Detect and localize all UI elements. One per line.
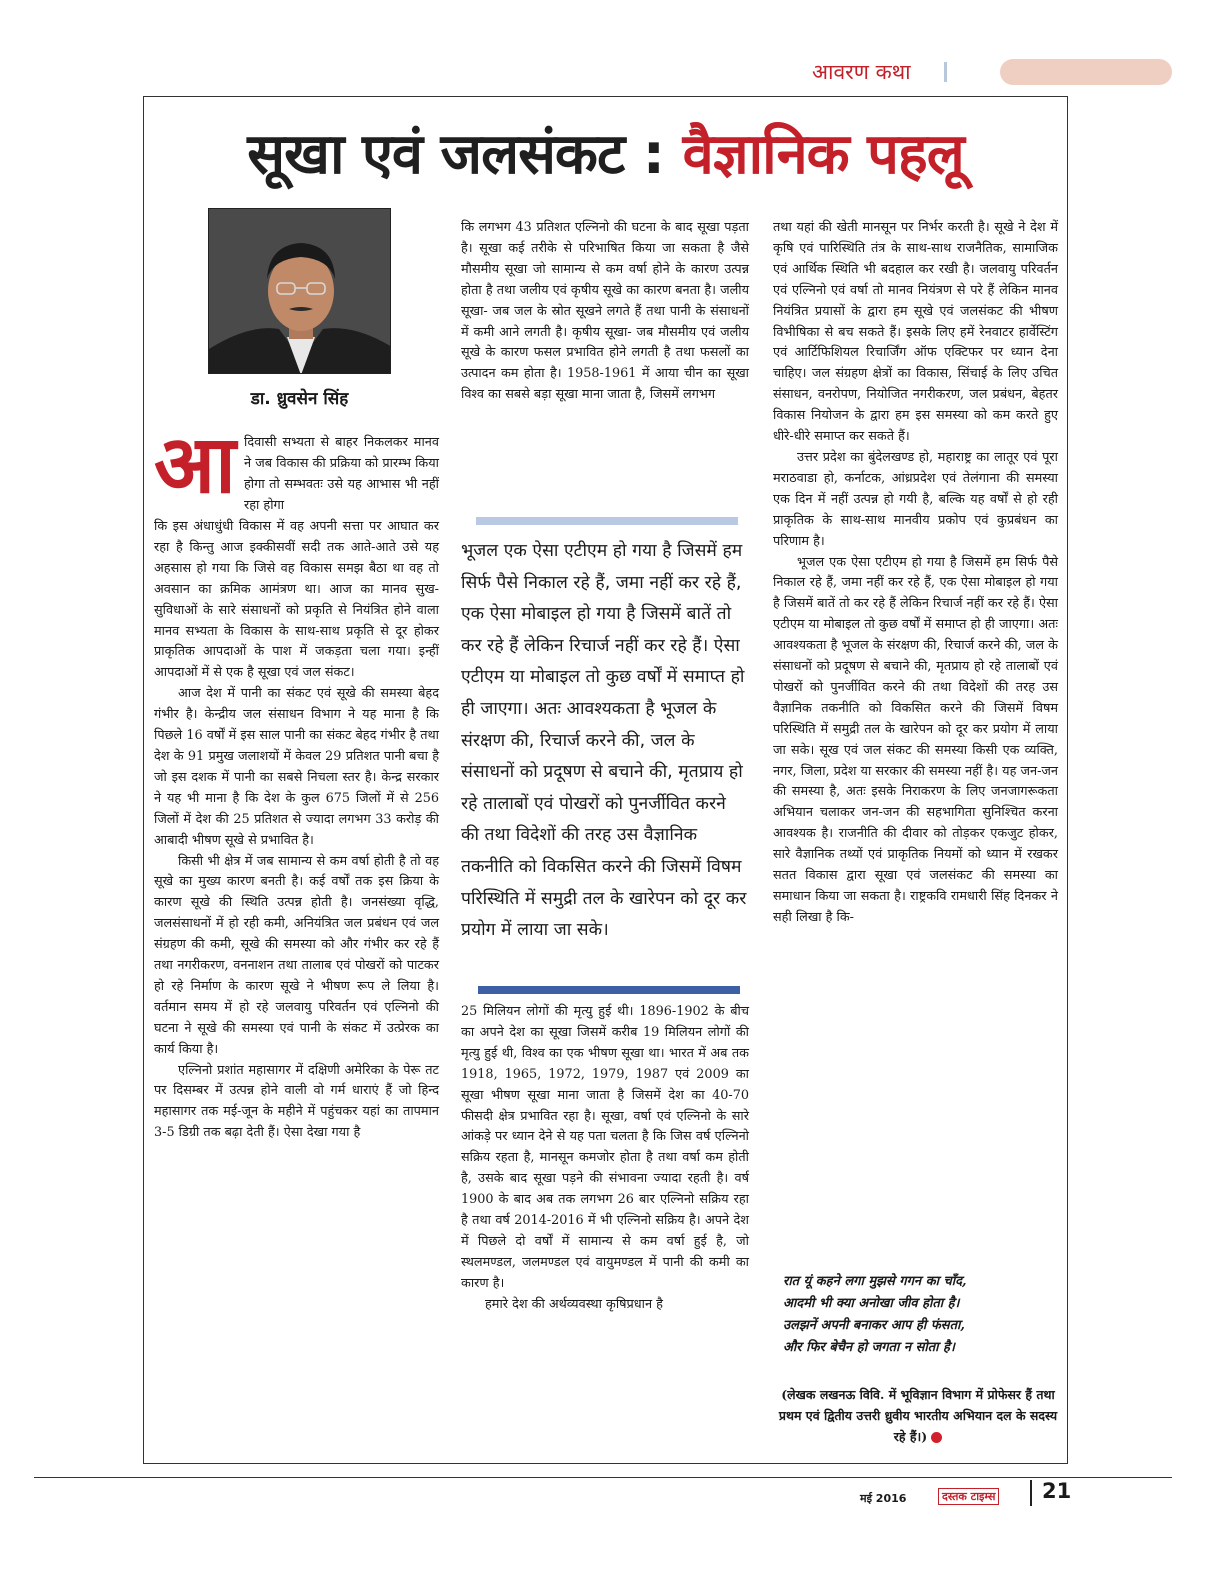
footer-date: मई 2016 bbox=[860, 1492, 907, 1505]
col1-paragraph: एल्निनो प्रशांत महासागर में दक्षिणी अमेरिका के पेरू तट पर दिसम्बर में उत्पन्न होने वाली वो गर्म धाराएं हैं जो हिन्द महासागर तक मई-जून के महीने में पहुंचकर यहां का तापमान 3-5 डिग्री तक बढ़ा देती हैं। ऐसा देखा गया है bbox=[154, 1062, 439, 1141]
section-label: आवरण कथा bbox=[812, 60, 911, 84]
column-2-top bbox=[461, 218, 749, 406]
poem-line: आदमी भी क्या अनोखा जीव होता है। bbox=[783, 1296, 960, 1311]
intro-text: दिवासी सभ्यता से बाहर निकलकर मानव ने जब विकास की प्रक्रिया को प्रारम्भ किया होगा तो सम्भवतः उसे यह आभास भी नहीं रहा होगा bbox=[244, 435, 439, 513]
footer-brand-logo: दस्तक टाइम्स bbox=[938, 1488, 999, 1505]
drop-cap: आ bbox=[154, 418, 236, 511]
col1-paragraph: किसी भी क्षेत्र में जब सामान्य से कम वर्षा होती है तो वह सूखे का मुख्य कारण बनती है। कई वर्षों तक इस क्रिया के कारण सूखे की स्थिति उत्पन्न होती है। जनसंख्या वृद्धि, जलसंसाधनों में हो रही कमी, अनियंत्रित जल प्रबंधन एवं जल संग्रहण की कमी, सूखे की समस्या को और गंभीर कर रहे हैं तथा नगरीकरण, वननाशन तथा तालाब एवं पोखरों को पाटकर हो रहे निर्माण के कारण सूखे ने भीषण रूप ले लिया है। वर्तमान समय में हो रहे जलवायु परिवर्तन एवं एल्निनो की घटना ने सूखे की समस्या एवं पानी के संकट में उत्प्रेरक का कार्य किया है। bbox=[154, 853, 439, 1057]
end-mark-icon bbox=[931, 1432, 942, 1443]
col1-paragraph: आज देश में पानी का संकट एवं सूखे की समस्या बेहद गंभीर है। केन्द्रीय जल संसाधन विभाग ने यह माना है कि पिछले 16 वर्षों में इस साल पानी का संकट बेहद गंभीर है तथा देश के 91 प्रमुख जलाशयों में केवल 29 प्रतिशत पानी बचा है जो इस दशक में पानी का सबसे निचला स्तर है। केन्द्र सरकार ने यह भी माना है कि देश के कुल 675 जिलों में से 256 जिलों में देश की 25 प्रतिशत से ज्यादा लगभग 33 करोड़ की आबादी भीषण सूखे से प्रभावित है। bbox=[154, 686, 439, 848]
author-photo bbox=[208, 208, 391, 374]
author-bio-text: (लेखक लखनऊ विवि. में भूविज्ञान विभाग में प्रोफेसर हैं तथा प्रथम एवं द्वितीय उत्तरी ध्रुवीय भारतीय अभियान दल के सदस्य रहे हैं।) bbox=[778, 1387, 1058, 1444]
pullquote-bottom-rule bbox=[478, 986, 740, 994]
headline-part-1: सूखा एवं जलसंकट : bbox=[247, 122, 683, 187]
section-divider bbox=[944, 62, 947, 82]
col3-paragraph: उत्तर प्रदेश का बुंदेलखण्ड हो, महाराष्ट्र का लातूर एवं पूरा मराठवाडा हो, कर्नाटक, आंध्रप्रदेश एवं तेलंगाना की समस्या एक दिन में नहीं उत्पन्न हो गयी है, बल्कि यह वर्षों से हो रही प्राकृतिक के साथ-साथ मानवीय प्रकोप एवं कुप्रबंधन का परिणाम है। bbox=[773, 449, 1058, 549]
footer-divider bbox=[1030, 1480, 1032, 1506]
poem-line: उलझनें अपनी बनाकर आप ही फंसता, bbox=[783, 1318, 965, 1333]
poem-line: और फिर बेचैन हो जगता न सोता है। bbox=[783, 1340, 955, 1355]
col2-paragraph: हमारे देश की अर्थव्यवस्था कृषिप्रधान है bbox=[485, 1296, 663, 1312]
col2-paragraph: 25 मिलियन लोगों की मृत्यु हुई थी। 1896-1902 के बीच का अपने देश का सूखा जिसमें करीब 19 मिलियन लोगों की मृत्यु हुई थी, विश्व का एक भीषण सूखा था। भारत में अब तक 1918, 1965, 1972, 1979, 1987 एवं 2009 का सूखा भीषण सूखा माना जाता है जिसमें देश का 40-70 फीसदी क्षेत्र प्रभावित रहा है। सूखा, वर्षा एवं एल्निनो के सारे आंकड़े पर ध्यान देने से यह पता चलता है कि जिस वर्ष एल्निनो सक्रिय रहता है, मानसून कमजोर होता है तथा वर्षा कम होती है, उसके बाद सूखा पड़ने की संभावना ज्यादा रहती है। वर्ष 1900 के बाद अब तक लगभग 26 बार एल्निनो सक्रिय रहा है तथा वर्ष 2014-2016 में भी एल्निनो सक्रिय है। अपने देश में पिछले दो वर्षों में सामान्य से कम वर्षा हुई है, जो स्थलमण्डल, जलमण्डल एवं वायुमण्डल में पानी की कमी का कारण है। bbox=[461, 1004, 749, 1291]
page-number: 21 bbox=[1042, 1479, 1072, 1503]
col2-paragraph: कि लगभग 43 प्रतिशत एल्निनो की घटना के बाद सूखा पड़ता है। सूखा कई तरीके से परिभाषित किया जा सकता है जैसे मौसमीय सूखा जो सामान्य से कम वर्षा होने के कारण उत्पन्न होता है तथा जलीय एवं कृषीय सूखे का कारण बनता है। जलीय सूखा- जब जल के स्रोत सूखने लगते हैं तथा पानी के संसाधनों में कमी आने लगती है। कृषीय सूखा- जब मौसमीय एवं जलीय सूखे के कारण फसल प्रभावित होने लगती है तथा फसलों का उत्पादन कम होता है। 1958-1961 में आया चीन का सूखा विश्व का सबसे बड़ा सूखा माना जाता है, जिसमें लगभग bbox=[461, 220, 749, 403]
section-pill-decoration bbox=[1000, 59, 1172, 85]
column-3 bbox=[773, 218, 1058, 929]
author-bio bbox=[773, 1384, 1063, 1447]
author-portrait-icon bbox=[209, 209, 391, 374]
col3-paragraph: तथा यहां की खेती मानसून पर निर्भर करती है। सूखे ने देश में कृषि एवं पारिस्थिति तंत्र के साथ-साथ राजनैतिक, सामाजिक एवं आर्थिक स्थिति भी बदहाल कर रखी है। जलवायु परिवर्तन एवं एल्निनो एवं वर्षा तो मानव नियंत्रण से परे हैं लेकिन मानव नियंत्रित प्रयासों के द्वारा हम सूखे एवं जलसंकट की भीषण विभीषिका से बच सकते हैं। इसके लिए हमें रेनवाटर हार्वेस्टिंग एवं आर्टिफिशियल रिचार्जिंग ऑफ एक्टिफर पर ध्यान देना चाहिए। जल संग्रहण क्षेत्रों का विकास, सिंचाई के लिए उचित संसाधन, वनरोपण, नियोजित नगरीकरण, जल प्रबंधन, बेहतर विकास नियोजन के द्वारा हम इस समस्या को कम करते हुए धीरे-धीरे समाप्त कर सकते हैं। bbox=[773, 220, 1058, 445]
headline-part-2: वैज्ञानिक पहलू bbox=[682, 122, 964, 187]
column-2-bottom bbox=[461, 1002, 749, 1316]
article-headline bbox=[143, 114, 1068, 190]
author-name: डा. ध्रुवसेन सिंह bbox=[250, 389, 349, 409]
poem-block bbox=[783, 1271, 1068, 1359]
column-1 bbox=[154, 517, 439, 1144]
col1-paragraph: कि इस अंधाधुंधी विकास में वह अपनी सत्ता पर आघात कर रहा है किन्तु आज इक्कीसवीं सदी तक आते-आते उसे यह अहसास हो गया कि जिसे वह विकास समझ बैठा था वह तो अवसान का क्रमिक आमंत्रण था। आज का मानव सुख-सुविधाओं के सारे संसाधनों को प्रकृति से नियंत्रित होने वाला मानव सभ्यता के विकास के साथ-साथ प्रकृति से दूर होकर प्राकृतिक आपदाओं के पाश में जकड़ता चला गया। इन्हीं आपदाओं में से एक है सूखा एवं जल संकट। bbox=[154, 519, 439, 681]
pullquote-top-rule bbox=[476, 517, 738, 525]
col3-paragraph: भूजल एक ऐसा एटीएम हो गया है जिसमें हम सिर्फ पैसे निकाल रहे हैं, जमा नहीं कर रहे हैं, एक ऐसा मोबाइल हो गया है जिसमें बातें तो कर रहे हैं लेकिन रिचार्ज नहीं कर रहे हैं। ऐसा एटीएम या मोबाइल तो कुछ वर्षों में समाप्त हो ही जाएगा। अतः आवश्यकता है भूजल के संरक्षण की, रिचार्ज करने की, जल के संसाधनों को प्रदूषण से बचाने की, मृतप्राय हो रहे तालाबों एवं पोखरों को पुनर्जीवित करने की तथा विदेशों की तरह उस वैज्ञानिक तकनीति को विकसित करने की जिसमें विषम परिस्थिति में समुद्री तल के खारेपन को दूर कर प्रयोग में लाया जा सके। सूख एवं जल संकट की समस्या किसी एक व्यक्ति, नगर, जिला, प्रदेश या सरकार की समस्या नहीं है। यह जन-जन की समस्या है, अतः इसके निराकरण के लिए जनजागरूकता अभियान चलाकर जन-जन की सहभागिता सुनिश्चित करना आवश्यक है। राजनीति की दीवार को तोड़कर एकजुट होकर, सारे वैज्ञानिक तथ्यों एवं प्राकृतिक नियमों को ध्यान में रखकर सतत विकास द्वारा सूखा एवं जलसंकट की समस्या का समाधान किया जा सकता है। राष्ट्रकवि रामधारी सिंह दिनकर ने सही लिखा है कि- bbox=[773, 554, 1058, 925]
footer-rule bbox=[34, 1477, 1172, 1478]
pull-quote: भूजल एक ऐसा एटीएम हो गया है जिसमें हम सिर्फ पैसे निकाल रहे हैं, जमा नहीं कर रहे हैं, एक ऐसा मोबाइल हो गया है जिसमें बातें तो कर रहे हैं लेकिन रिचार्ज नहीं कर रहे हैं। ऐसा एटीएम या मोबाइल तो कुछ वर्षों में समाप्त हो ही जाएगा। अतः आवश्यकता है भूजल के संरक्षण की, रिचार्ज करने की, जल के संसाधनों को प्रदूषण से बचाने की, मृतप्राय हो रहे तालाबों एवं पोखरों को पुनर्जीवित करने की तथा विदेशों की तरह उस वैज्ञानिक तकनीति को विकसित करने की जिसमें विषम परिस्थिति में समुद्री तल के खारेपन को दूर कर प्रयोग में लाया जा सके। bbox=[461, 541, 747, 941]
poem-line: रात यूं कहने लगा मुझसे गगन का चाँद, bbox=[783, 1274, 967, 1289]
